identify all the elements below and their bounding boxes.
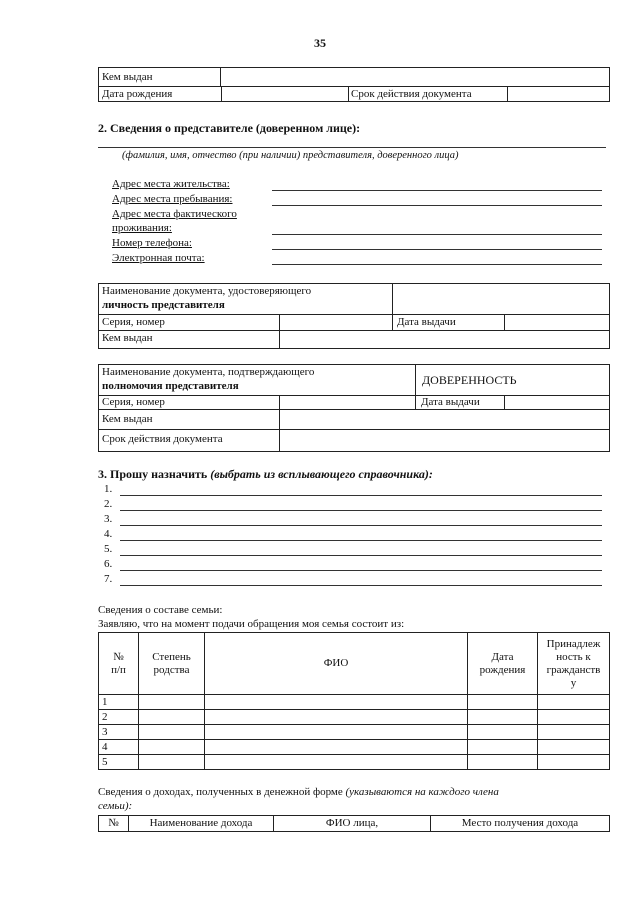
phone-label: Номер телефона: bbox=[112, 237, 192, 249]
appoint-item-6: 6. bbox=[104, 558, 113, 570]
appoint-heading bbox=[98, 467, 433, 482]
family-cell[interactable] bbox=[139, 755, 205, 770]
addr-actual-label-1: Адрес места фактического bbox=[112, 208, 237, 220]
birth-date-label: Дата рождения bbox=[102, 88, 173, 100]
id-doc-name-label-2: личность представителя bbox=[102, 299, 225, 311]
applicant-doc-row2 bbox=[98, 86, 610, 102]
income-table bbox=[98, 815, 610, 832]
appoint-field-7[interactable] bbox=[120, 585, 602, 586]
auth-doc-issued-by-label: Кем выдан bbox=[102, 413, 153, 425]
income-col-fio: ФИО лица, bbox=[274, 816, 431, 832]
validity-label: Срок действия документа bbox=[351, 88, 472, 100]
family-cell[interactable] bbox=[468, 740, 538, 755]
id-doc-series-label: Серия, номер bbox=[102, 316, 165, 328]
income-text-2: семьи): bbox=[98, 800, 133, 812]
appoint-item-7: 7. bbox=[104, 573, 113, 585]
family-col-citizenship-1: Принадлеж bbox=[546, 637, 601, 650]
family-cell[interactable] bbox=[205, 710, 468, 725]
rep-heading: 2. Сведения о представителе (доверенном лице): bbox=[98, 121, 361, 135]
table-row bbox=[99, 755, 610, 770]
family-row-num: 4 bbox=[99, 740, 139, 755]
family-col-num-1: № bbox=[113, 650, 124, 663]
id-doc-table bbox=[98, 283, 610, 349]
issued-by-label: Кем выдан bbox=[99, 68, 221, 87]
auth-doc-table bbox=[98, 364, 610, 452]
appoint-item-2: 2. bbox=[104, 498, 113, 510]
auth-doc-name-label-1: Наименование документа, подтверждающего bbox=[102, 366, 315, 378]
applicant-doc-table bbox=[98, 67, 610, 87]
auth-doc-issue-date-label: Дата выдачи bbox=[421, 396, 480, 408]
family-row-num: 2 bbox=[99, 710, 139, 725]
addr-actual-field[interactable] bbox=[272, 234, 602, 235]
table-row bbox=[99, 725, 610, 740]
family-cell[interactable] bbox=[139, 740, 205, 755]
table-row bbox=[99, 740, 610, 755]
appoint-heading-italic: (выбрать из всплывающего справочника): bbox=[210, 467, 433, 481]
family-cell[interactable] bbox=[538, 740, 610, 755]
id-doc-name-label-1: Наименование документа, удостоверяющего bbox=[102, 285, 312, 297]
auth-doc-series-label: Серия, номер bbox=[102, 396, 165, 408]
family-col-birth-1: Дата bbox=[491, 650, 514, 663]
id-doc-issue-date-label: Дата выдачи bbox=[397, 316, 456, 328]
appoint-field-4[interactable] bbox=[120, 540, 602, 541]
email-field[interactable] bbox=[272, 264, 602, 265]
appoint-item-3: 3. bbox=[104, 513, 113, 525]
family-cell[interactable] bbox=[468, 695, 538, 710]
family-col-birth-2: рождения bbox=[479, 663, 526, 676]
family-statement: Заявляю, что на момент подачи обращения моя семья состоит из: bbox=[98, 618, 405, 630]
addr-residence-field[interactable] bbox=[272, 190, 602, 191]
income-col-name: Наименование дохода bbox=[129, 816, 274, 832]
family-col-relation-1: Степень bbox=[152, 650, 191, 663]
family-cell[interactable] bbox=[205, 755, 468, 770]
family-col-birth bbox=[468, 633, 538, 695]
family-title: Сведения о составе семьи: bbox=[98, 604, 223, 616]
rep-fio-line[interactable] bbox=[98, 147, 606, 148]
appoint-heading-bold: 3. Прошу назначить bbox=[98, 467, 208, 481]
family-cell[interactable] bbox=[468, 710, 538, 725]
addr-stay-label: Адрес места пребывания: bbox=[112, 193, 233, 205]
income-text-1b: (указываются на каждого члена bbox=[345, 786, 499, 798]
income-col-place: Место получения дохода bbox=[431, 816, 610, 832]
family-row-num: 5 bbox=[99, 755, 139, 770]
family-table bbox=[98, 632, 610, 770]
family-col-num-2: п/п bbox=[111, 663, 126, 676]
family-cell[interactable] bbox=[538, 725, 610, 740]
appoint-item-5: 5. bbox=[104, 543, 113, 555]
family-cell[interactable] bbox=[139, 725, 205, 740]
family-cell[interactable] bbox=[538, 710, 610, 725]
income-text-1a: Сведения о доходах, полученных в денежной форме bbox=[98, 786, 343, 798]
family-cell[interactable] bbox=[538, 695, 610, 710]
family-cell[interactable] bbox=[205, 695, 468, 710]
rep-fio-caption: (фамилия, имя, отчество (при наличии) представителя, доверенного лица) bbox=[122, 150, 459, 161]
appoint-item-1: 1. bbox=[104, 483, 113, 495]
auth-doc-validity-label: Срок действия документа bbox=[102, 433, 223, 445]
appoint-field-6[interactable] bbox=[120, 570, 602, 571]
family-cell[interactable] bbox=[139, 710, 205, 725]
appoint-item-4: 4. bbox=[104, 528, 113, 540]
family-col-relation-2: родства bbox=[153, 663, 190, 676]
id-doc-issued-by-label: Кем выдан bbox=[102, 332, 153, 344]
addr-residence-label: Адрес места жительства: bbox=[112, 178, 230, 190]
family-col-relation bbox=[139, 633, 205, 695]
family-cell[interactable] bbox=[139, 695, 205, 710]
family-cell[interactable] bbox=[205, 725, 468, 740]
income-text-1 bbox=[98, 786, 606, 798]
appoint-field-2[interactable] bbox=[120, 510, 602, 511]
email-label: Электронная почта: bbox=[112, 252, 205, 264]
family-cell[interactable] bbox=[468, 725, 538, 740]
family-col-citizenship-2: ность к bbox=[556, 650, 591, 663]
family-cell[interactable] bbox=[468, 755, 538, 770]
family-col-citizenship-3: гражданств bbox=[546, 663, 601, 676]
addr-actual-label-2: проживания: bbox=[112, 222, 172, 234]
appoint-field-3[interactable] bbox=[120, 525, 602, 526]
family-col-citizenship bbox=[538, 633, 610, 695]
family-cell[interactable] bbox=[205, 740, 468, 755]
auth-doc-name-label-2: полномочия представителя bbox=[102, 380, 239, 392]
table-row bbox=[99, 695, 610, 710]
family-col-citizenship-4: у bbox=[570, 676, 577, 689]
income-col-num: № bbox=[99, 816, 129, 832]
family-col-fio: ФИО bbox=[205, 633, 468, 695]
phone-field[interactable] bbox=[272, 249, 602, 250]
auth-doc-value: ДОВЕРЕННОСТЬ bbox=[422, 373, 517, 387]
table-row bbox=[99, 710, 610, 725]
family-cell[interactable] bbox=[538, 755, 610, 770]
family-row-num: 1 bbox=[99, 695, 139, 710]
family-row-num: 3 bbox=[99, 725, 139, 740]
addr-stay-field[interactable] bbox=[272, 205, 602, 206]
appoint-field-1[interactable] bbox=[120, 495, 602, 496]
page-number: 35 bbox=[314, 36, 326, 50]
family-col-num bbox=[99, 633, 139, 695]
issued-by-value[interactable] bbox=[221, 68, 610, 87]
appoint-field-5[interactable] bbox=[120, 555, 602, 556]
